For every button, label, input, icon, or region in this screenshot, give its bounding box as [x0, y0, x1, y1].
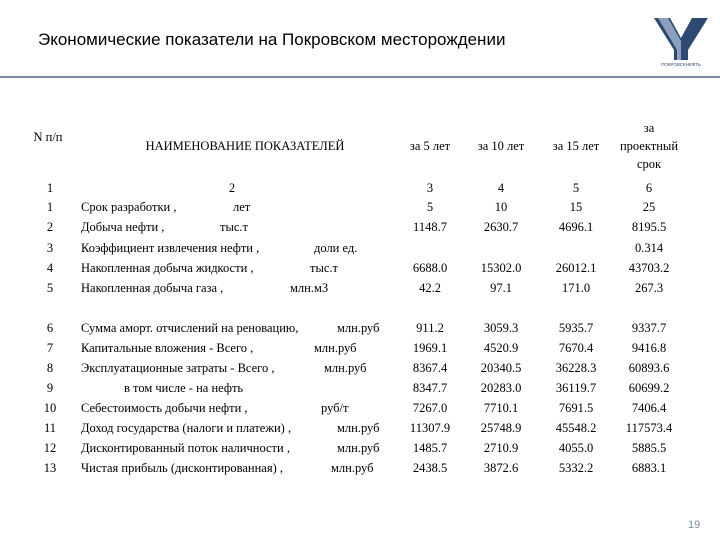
value-5-years: 911.2 — [416, 321, 444, 335]
header-10-years: за 10 лет — [477, 139, 525, 153]
value-project-term: 43703.2 — [628, 261, 670, 275]
column-number: 2 — [228, 181, 236, 195]
value-5-years: 1485.7 — [412, 441, 448, 455]
row-number: 1 — [46, 200, 54, 214]
value-10-years: 20340.5 — [480, 361, 522, 375]
indicator-unit: млн.руб — [337, 441, 380, 455]
value-15-years: 26012.1 — [555, 261, 597, 275]
value-15-years: 5332.2 — [558, 461, 594, 475]
indicator-unit: млн.руб — [331, 461, 374, 475]
indicator-unit: доли ед. — [314, 241, 358, 255]
indicator-name: Сумма аморт. отчислений на реновацию, — [81, 321, 299, 335]
value-10-years: 3872.6 — [483, 461, 519, 475]
value-5-years: 11307.9 — [409, 421, 451, 435]
value-15-years: 15 — [569, 200, 583, 214]
indicator-unit: млн.руб — [324, 361, 367, 375]
value-15-years: 4696.1 — [558, 220, 594, 234]
value-5-years: 1969.1 — [412, 341, 448, 355]
page-number: 19 — [688, 519, 701, 531]
column-number: 5 — [572, 181, 580, 195]
indicator-name: в том числе - на нефть — [124, 381, 244, 395]
indicator-unit: млн.руб — [337, 321, 380, 335]
value-15-years: 36228.3 — [555, 361, 597, 375]
row-number: 2 — [46, 220, 54, 234]
value-5-years: 1148.7 — [413, 220, 447, 234]
indicator-name: Коэффициент извлечения нефти , — [81, 241, 260, 255]
row-number: 4 — [46, 261, 54, 275]
indicator-name: Чистая прибыль (дисконтированная) , — [81, 461, 284, 475]
value-project-term: 267.3 — [634, 281, 664, 295]
row-number: 7 — [46, 341, 54, 355]
indicator-unit: тыс.т — [220, 220, 248, 234]
row-number: 11 — [43, 421, 57, 435]
value-project-term: 6883.1 — [631, 461, 667, 475]
value-15-years: 171.0 — [561, 281, 591, 295]
column-number: 3 — [426, 181, 434, 195]
row-number: 3 — [46, 241, 54, 255]
indicator-name: Добыча нефти , — [81, 220, 165, 234]
value-10-years: 2630.7 — [483, 220, 519, 234]
indicator-name: Доход государства (налоги и платежи) , — [81, 421, 292, 435]
row-number: 8 — [46, 361, 54, 375]
row-number: 9 — [46, 381, 54, 395]
value-15-years: 45548.2 — [555, 421, 597, 435]
value-15-years: 5935.7 — [558, 321, 594, 335]
value-10-years: 10 — [494, 200, 508, 214]
value-10-years: 3059.3 — [483, 321, 519, 335]
indicator-unit: млн.руб — [337, 421, 380, 435]
indicator-unit: млн.руб — [314, 341, 357, 355]
value-project-term: 7406.4 — [631, 401, 667, 415]
indicator-name: Дисконтированный поток наличности , — [81, 441, 290, 455]
indicator-name: Эксплуатационные затраты - Всего , — [81, 361, 275, 375]
row-number: 12 — [43, 441, 57, 455]
slide-title: Экономические показатели на Покровском месторождении — [38, 30, 506, 49]
value-10-years: 25748.9 — [480, 421, 522, 435]
value-5-years: 8367.4 — [412, 361, 448, 375]
column-number: 4 — [497, 181, 505, 195]
value-project-term: 8195.5 — [631, 220, 667, 234]
indicator-unit: млн.м3 — [290, 281, 329, 295]
indicator-name: Срок разработки , — [81, 200, 177, 214]
header-15-years: за 15 лет — [552, 139, 600, 153]
indicator-name: Капитальные вложения - Всего , — [81, 341, 254, 355]
value-5-years: 42.2 — [419, 281, 441, 295]
value-project-term: 5885.5 — [631, 441, 667, 455]
value-10-years: 2710.9 — [483, 441, 519, 455]
value-project-term: 117573.4 — [625, 421, 673, 435]
title-divider — [0, 76, 720, 78]
column-number: 1 — [46, 181, 54, 195]
header-5-years: за 5 лет — [409, 139, 451, 153]
header-name: НАИМЕНОВАНИЕ ПОКАЗАТЕЛЕЙ — [145, 139, 345, 153]
logo-caption: ПОКРОВСКНЕФТЬ — [661, 62, 701, 67]
indicator-unit: руб/т — [321, 401, 349, 415]
value-5-years: 2438.5 — [412, 461, 448, 475]
value-10-years: 15302.0 — [480, 261, 522, 275]
value-10-years: 4520.9 — [483, 341, 519, 355]
header-project-term: за проектный срок — [619, 121, 679, 171]
value-15-years: 4055.0 — [558, 441, 594, 455]
value-10-years: 97.1 — [490, 281, 512, 295]
value-15-years: 7691.5 — [558, 401, 594, 415]
row-number: 5 — [46, 281, 54, 295]
value-15-years: 36119.7 — [555, 381, 597, 395]
value-10-years: 7710.1 — [483, 401, 519, 415]
row-number: 10 — [43, 401, 57, 415]
value-project-term: 60699.2 — [628, 381, 670, 395]
value-5-years: 5 — [426, 200, 434, 214]
indicator-unit: тыс.т — [310, 261, 338, 275]
company-logo — [650, 16, 712, 68]
value-5-years: 8347.7 — [412, 381, 448, 395]
value-5-years: 6688.0 — [412, 261, 448, 275]
indicator-name: Себестоимость добычи нефти , — [81, 401, 248, 415]
indicator-name: Накопленная добыча жидкости , — [81, 261, 254, 275]
indicator-unit: лет — [233, 200, 251, 214]
header-num: N п/п — [33, 130, 63, 144]
value-project-term: 9416.8 — [631, 341, 667, 355]
value-project-term: 9337.7 — [631, 321, 667, 335]
value-10-years: 20283.0 — [480, 381, 522, 395]
row-number: 13 — [43, 461, 57, 475]
indicator-name: Накопленная добыча газа , — [81, 281, 224, 295]
value-project-term: 0.314 — [634, 241, 664, 255]
value-15-years: 7670.4 — [558, 341, 594, 355]
value-project-term: 60893.6 — [628, 361, 670, 375]
value-project-term: 25 — [642, 200, 656, 214]
row-number: 6 — [46, 321, 54, 335]
column-number: 6 — [645, 181, 653, 195]
value-5-years: 7267.0 — [412, 401, 448, 415]
